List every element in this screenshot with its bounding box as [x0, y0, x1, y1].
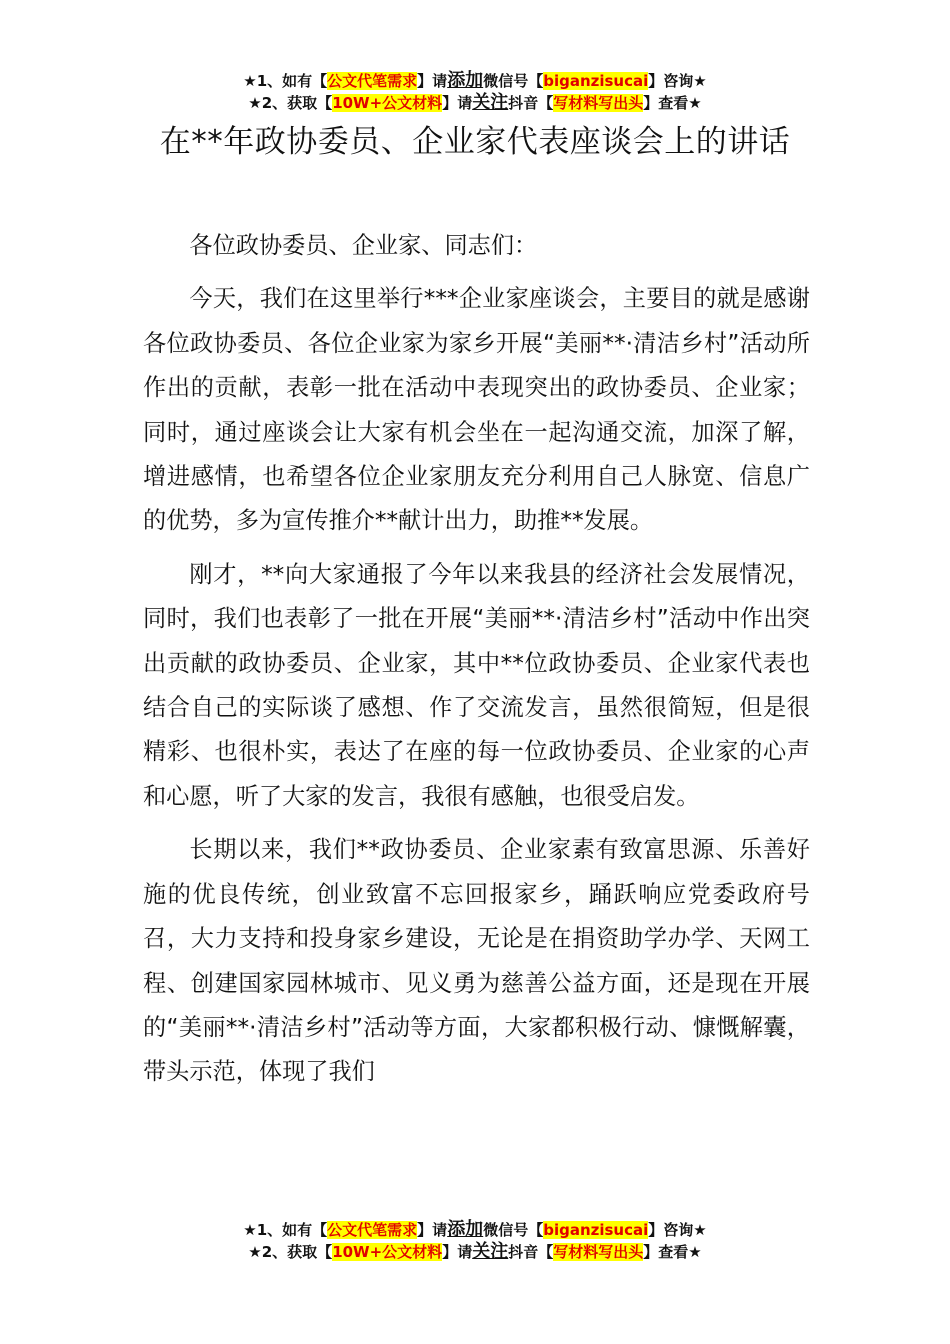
highlight-service: 公文代笔需求	[327, 1221, 418, 1239]
banner-text: 】查看★	[643, 94, 702, 112]
highlight-wechat-id: biganzisucai	[543, 72, 649, 90]
paragraph: 今天，我们在这里举行***企业家座谈会，主要目的就是感谢各位政协委员、各位企业家为家乡开展“美丽**·清洁乡村”活动所作出的贡献，表彰一批在活动中表现突出的政协委员、企业家；同时，通过座谈会让大家有机会坐在一起沟通交流，加深了解，增进感情，也希望各位企业家朋友充分利用自己人脉宽、信息广的优势，多为宣传推介**献计出力，助推**发展。	[143, 285, 810, 535]
banner-text: 】咨询★	[648, 72, 707, 90]
banner-emphasis: 关注	[472, 1241, 509, 1262]
banner-emphasis: 添加	[447, 1219, 484, 1240]
highlight-service: 公文代笔需求	[327, 72, 418, 90]
banner-text: 微信号【	[483, 1221, 544, 1239]
banner-line-2	[0, 92, 950, 114]
highlight-wechat-id: biganzisucai	[543, 1221, 649, 1239]
banner-text: ★1、如有【	[243, 72, 328, 90]
banner-text: ★1、如有【	[243, 1221, 328, 1239]
banner-text: 】请	[417, 1221, 448, 1239]
banner-text: 微信号【	[483, 72, 544, 90]
document-title: 在**年政协委员、企业家代表座谈会上的讲话	[159, 124, 791, 160]
banner-text: ★2、获取【	[248, 1243, 333, 1261]
highlight-materials: 10W+公文材料	[332, 94, 443, 112]
banner-text: ★2、获取【	[248, 94, 333, 112]
banner-text: 】咨询★	[648, 1221, 707, 1239]
banner-line-1	[0, 70, 950, 92]
header-banner	[0, 70, 950, 114]
document-body	[143, 224, 810, 1095]
banner-text: 】查看★	[643, 1243, 702, 1261]
banner-emphasis: 关注	[472, 92, 509, 113]
paragraph: 刚才，**向大家通报了今年以来我县的经济社会发展情况，同时，我们也表彰了一批在开展“美丽**·清洁乡村”活动中作出突出贡献的政协委员、企业家，其中**位政协委员、企业家代表也结合自己的实际谈了感想、作了交流发言，虽然很简短，但是很精彩、也很朴实，表达了在座的每一位政协委员、企业家的心声和心愿，听了大家的发言，我很有感触，也很受启发。	[143, 560, 810, 810]
banner-line-1	[0, 1219, 950, 1241]
highlight-douyin: 写材料写出头	[553, 1243, 644, 1261]
banner-emphasis: 添加	[447, 70, 484, 91]
highlight-materials: 10W+公文材料	[332, 1243, 443, 1261]
salutation: 各位政协委员、企业家、同志们：	[189, 232, 538, 259]
banner-text: 抖音【	[508, 1243, 554, 1261]
banner-text: 】请	[417, 72, 448, 90]
banner-text: 抖音【	[508, 94, 554, 112]
footer-banner	[0, 1219, 950, 1263]
highlight-douyin: 写材料写出头	[553, 94, 644, 112]
banner-text: 】请	[442, 94, 473, 112]
banner-text: 】请	[442, 1243, 473, 1261]
paragraph: 长期以来，我们**政协委员、企业家素有致富思源、乐善好施的优良传统，创业致富不忘回报家乡，踊跃响应党委政府号召，大力支持和投身家乡建设，无论是在捐资助学办学、天网工程、创建国家园林城市、见义勇为慈善公益方面，还是现在开展的“美丽**·清洁乡村”活动等方面，大家都积极行动、慷慨解囊，带头示范，体现了我们	[143, 836, 810, 1086]
banner-line-2	[0, 1241, 950, 1263]
